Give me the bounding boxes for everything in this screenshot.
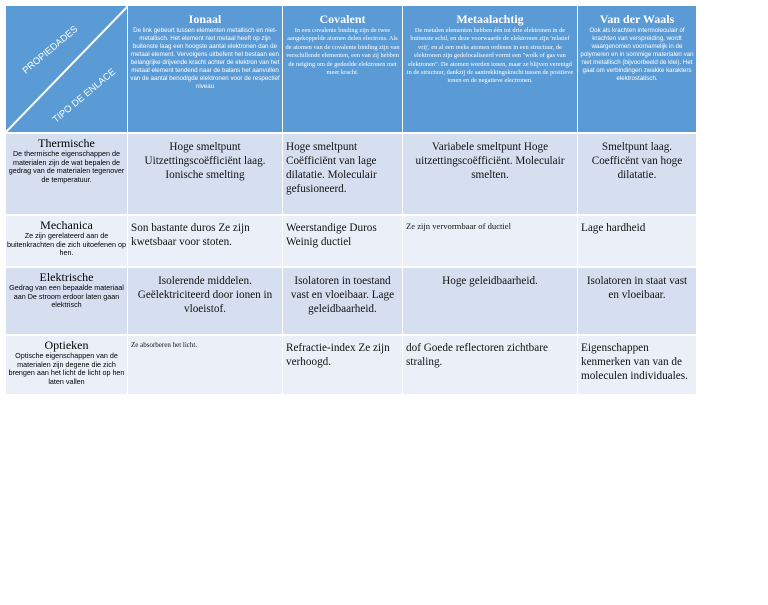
cell-thermische-vanderwaals: Smeltpunt laag. Coefficënt van hoge dilatatie. [578,132,696,214]
cell-thermische-covalent: Hoge smeltpunt Coëfficiënt van lage dilatatie. Moleculair gefusioneerd. [283,132,403,214]
col-title: Metaalachtig [456,12,524,26]
cell-elektrische-ionaal: Isolerende middelen. Geëlektriciteerd door ionen in vloeistof. [128,266,283,334]
cell-optieken-covalent: Refractie-index Ze zijn verhoogd. [283,334,403,394]
corner-bottom-label: TIPO DE ENLACE [50,66,119,126]
col-description: De link gebeurt tussen elementen metallisch en niet-metallisch. Het element niet metaal heeft op zijn buitenste laag een hoogste aantal elektronen dan de metaal element. Vervolgens uitbefent het bestaan een belangrijke drijvende kracht achter de elektron van het metaal element tendend naar de balans het aanvullen van de aantal benodigde elektronen voor de respectief niveau [130,27,280,90]
cell-mechanica-covalent: Weerstandige Duros Weinig ductiel [283,214,403,266]
col-description: Ook als krachten intermoleculair of krachten van verspreiding, wordt waargenomen voornamelijk in de polymeren en in sommige materialen van niet metallisch (bijvoorbeeld de klei). Het gaat om verbindingen zwakke karakters elektrostatisch. [580,27,694,82]
col-header-van-der-waals [578,6,696,132]
col-header-metaalachtig [403,6,578,132]
row-description: Gedrag van een bepaalde materiaal aan De stroom erdoor laten gaan elektrisch [9,283,124,310]
cell-thermische-ionaal: Hoge smeltpunt Uitzettingscoëfficiënt laag. Ionische smelting [128,132,283,214]
row-title: Thermische [38,136,95,150]
col-title: Van der Waals [599,12,675,26]
cell-mechanica-vanderwaals: Lage hardheid [578,214,696,266]
row-title: Mechanica [40,218,93,232]
col-description: In een covalente binding zijn de twee aangekoppelde atomen delen electrons. Als de atomen van de covalente binding zijn van verschillende elementen, een van zij hebben de neiging om de gedeelde elektronen met meer kracht. [285,27,400,77]
row-label-mechanica [6,214,128,266]
row-description: Ze zijn gerelateerd aan de buitenkrachten die zich uitoefenen op hen. [6,231,127,258]
row-title: Optieken [44,338,89,352]
col-header-covalent [283,6,403,132]
row-label-thermische [6,132,128,214]
cell-optieken-ionaal: Ze absorberen het licht. [128,334,283,394]
cell-thermische-metaalachtig: Variabele smeltpunt Hoge uitzettingscoëfficiënt. Moleculair smelten. [403,132,578,214]
corner-header [6,6,128,132]
cell-optieken-vanderwaals: Eigenschappen kenmerken van van de moleculen individuales. [578,334,696,394]
col-title: Ionaal [188,12,222,26]
cell-mechanica-metaalachtig: Ze zijn vervormbaar of ductiel [403,214,578,266]
row-label-optieken [6,334,128,394]
row-label-elektrische [6,266,128,334]
cell-mechanica-ionaal: Son bastante duros Ze zijn kwetsbaar voor stoten. [128,214,283,266]
row-description: De thermische eigenschappen de materialen zijn de wat bepalen de gedrag van de materialen tegenover de temperatuur. [8,149,125,184]
col-description: De metalen elementen hebben één tot drie elektronen in de buitenste schil, en deze voorwaarde de elektronen zijn 'relatief vrij', en al een reeks atomen ordenen in een structuur, de elektronen zijn gedelocaliseerd vormt een "wolk of gas van elektronen". De atomen worden ionen, maar ze blijven verenigd in de structuur, dankzij de aantrekkingskracht tussen de positieve ionen en de negatieve electronen. [406,27,574,85]
corner-diagonal [6,6,128,132]
col-header-ionaal [128,6,283,132]
col-title: Covalent [319,12,366,26]
cell-optieken-metaalachtig: dof Goede reflectoren zichtbare straling. [403,334,578,394]
row-title: Elektrische [39,270,94,284]
corner-top-label: PROPIEDADES [20,23,81,77]
cell-elektrische-covalent: Isolatoren in toestand vast en vloeibaar. Lage geleidbaarheid. [283,266,403,334]
row-description: Optische eigenschappen van de materialen zijn degene die zich brengen aan het licht de licht op hen laten vallen [8,351,125,386]
cell-elektrische-vanderwaals: Isolatoren in staat vast en vloeibaar. [578,266,696,334]
cell-elektrische-metaalachtig: Hoge geleidbaarheid. [403,266,578,334]
